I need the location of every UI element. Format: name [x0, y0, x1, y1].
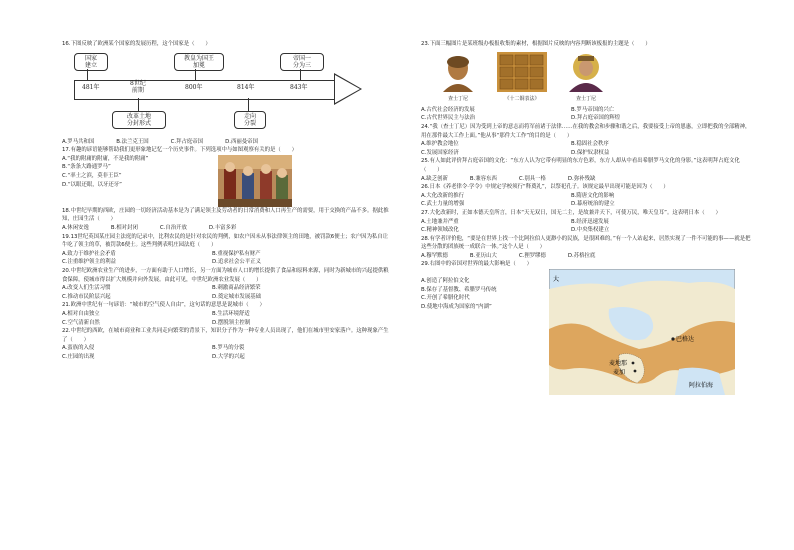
- option[interactable]: C.狸罗缪德: [518, 252, 546, 259]
- option[interactable]: A.创造了阿拉伯文化: [421, 278, 470, 285]
- question-26-stem: 26.日本《养老律令·学令》中规定学校须行“释奠礼”，以祭祀孔子。该规定最早出现可能是因为（ ）: [421, 184, 669, 191]
- option[interactable]: B.“条条大路通罗马”: [62, 164, 111, 171]
- option[interactable]: B.稳固社会秩序: [571, 141, 609, 148]
- timeline-box-founding: 国家 建立: [74, 53, 108, 71]
- question-18-options: [62, 224, 392, 233]
- option[interactable]: C.注重维护领主的利益: [62, 259, 116, 266]
- timeline-date: 800年: [185, 83, 203, 91]
- image-caption: 查士丁尼: [575, 96, 596, 103]
- option[interactable]: A.大化改新的推行: [421, 192, 465, 199]
- question-28-stem: 28.有学者评价他，“要是在世界上找一个比阿拉伯人更渺小的民族，是很困难的。”有一个人站起来，居然实现了一件不可能的事——就是把这些分散的团族统一成联合一体。”这个人是（ ）: [421, 235, 751, 251]
- option[interactable]: A.“我的附庸的附庸，不是我的附庸”: [62, 155, 149, 162]
- option[interactable]: C.精神领域改化: [421, 227, 459, 234]
- option[interactable]: C.空气清新自然: [62, 319, 100, 326]
- question-17-stem: 17.有趣的谚语能够帮助我们更形象地记忆一个历史事件。下列选项中与如图观察有关的是（ ）: [62, 147, 297, 154]
- question-23-images: [433, 52, 751, 104]
- question-21-stem: 21.欧洲中世纪有一句谚语：“城市的空气使人自由”，这句话的意思是说城市（ ）: [62, 302, 265, 309]
- question-21-options: [62, 310, 392, 327]
- option[interactable]: D.丰富多彩: [208, 224, 237, 231]
- option[interactable]: C.开创了希腊化时代: [421, 295, 470, 302]
- question-17-options: [62, 155, 212, 207]
- option[interactable]: B.相对封闭: [110, 224, 138, 231]
- question-22-options: [62, 344, 392, 361]
- option[interactable]: A.休闲安逸: [62, 224, 89, 231]
- question-24-options: [421, 140, 751, 157]
- timeline-date: 481年: [82, 83, 100, 91]
- option[interactable]: A.改变人们生活习惯: [62, 285, 111, 292]
- option[interactable]: B.刺激商品经济繁荣: [212, 285, 261, 292]
- option[interactable]: D.大学的兴起: [212, 353, 245, 360]
- justinian-bust-image: [433, 52, 483, 92]
- option[interactable]: D.使地中海成为国家的“内湖”: [421, 303, 492, 310]
- question-16-options: [62, 138, 392, 147]
- option[interactable]: D.奠定城市发展基础: [212, 293, 261, 300]
- timeline-date: 843年: [290, 83, 308, 91]
- timeline-box-coronation: 教皇为国王 加冕: [174, 53, 224, 71]
- option[interactable]: A.古代社会经济的发展: [421, 106, 475, 113]
- option[interactable]: D.追求社会公平正义: [212, 259, 261, 266]
- question-28-options: [421, 252, 751, 261]
- question-24-stem: 24.“我（查士丁尼）因为受到上帝的意志而将军前诸于法律……在我的教会和步骤和谐之后，我要接受上帝的恩惠，立即把我的全部精神，用在那件最大工作上面。”他从事“那件大工作”的目的是（ ）: [421, 123, 751, 139]
- option[interactable]: B.经济迅速发展: [571, 218, 609, 225]
- question-16-stem: 16.下图反映了欧洲某个国家的发展历程，这个国家是（ ）: [62, 41, 211, 47]
- justinian-mosaic-image: [561, 52, 611, 92]
- option[interactable]: A.致力于维护社会矛盾: [62, 250, 116, 257]
- option[interactable]: B.保存了基督教、希腊罗马传统: [421, 286, 497, 293]
- question-25-options: [421, 175, 751, 184]
- option[interactable]: C.自治开放: [159, 224, 187, 231]
- option[interactable]: A.穆罕默德: [421, 252, 448, 259]
- question-22-stem: 22.中世纪的西欧，在城市商业和工业共同走向繁荣的背景下，知识分子作为一种专业人员出现了，他们在城市里安家落户。这种现象产生了（ ）: [62, 328, 389, 343]
- timeline-date: 8世纪 前期: [130, 79, 146, 94]
- option[interactable]: B.罗马的分裂: [212, 345, 245, 352]
- question-29-stem: 29.右图中的帝国对世界的最大影响是（ ）: [421, 261, 532, 268]
- option[interactable]: C.“率土之滨，莫非王臣”: [62, 172, 122, 179]
- twelve-tables-image: [497, 52, 547, 92]
- option[interactable]: B.隋唐文化的影响: [571, 192, 615, 199]
- option[interactable]: A.缺乏创新: [421, 175, 448, 182]
- option[interactable]: D.西丽曼帝国: [225, 138, 258, 145]
- option[interactable]: D.摆脱领主控制: [212, 319, 251, 326]
- question-19-options: [62, 250, 392, 267]
- image-caption: 查士丁尼: [447, 96, 468, 103]
- option[interactable]: A.罗马共和国: [62, 138, 95, 145]
- right-column: [421, 40, 751, 395]
- left-column: [62, 40, 392, 361]
- option[interactable]: C.别具一格: [518, 175, 546, 182]
- question-27-options: [421, 218, 751, 235]
- question-20-options: [62, 284, 392, 301]
- option[interactable]: C.推动市民阶层兴起: [62, 293, 111, 300]
- question-25-stem: 25.有人如此评价拜占庭帝国的文化：“东方人认为它带有明显的东方色彩，东方人却从中看出希腊罗马文化的身影。”这表明拜占庭文化（ ）: [421, 158, 740, 173]
- homage-ceremony-painting: [218, 155, 292, 207]
- option[interactable]: A.蛮族的入侵: [62, 345, 95, 352]
- option[interactable]: B.法兰克王国: [116, 138, 149, 145]
- option[interactable]: D.保护奴隶权益: [571, 149, 610, 156]
- question-23-stem: 23.下面三幅图片是某班级办板报收集的素材，根据图片反映的内容判断该板报的主题是（ ）: [421, 41, 651, 47]
- image-caption: 《十二铜表法》: [504, 96, 540, 103]
- option[interactable]: C.发展国家经济: [421, 149, 459, 156]
- option[interactable]: C.庄园的出现: [62, 353, 95, 360]
- option[interactable]: D.苏格拉底: [567, 252, 596, 259]
- timeline-date: 814年: [237, 83, 255, 91]
- timeline-diagram: [62, 53, 392, 135]
- question-23-options: [421, 106, 751, 123]
- question-29-options: [421, 269, 549, 395]
- option[interactable]: B.重视保护私有财产: [212, 250, 261, 257]
- option[interactable]: D.幕府统治的建立: [571, 201, 615, 208]
- option[interactable]: D.中央集权建立: [571, 227, 610, 234]
- option[interactable]: B.生活环境舒适: [212, 310, 250, 317]
- option[interactable]: C.拜占庭帝国: [170, 138, 204, 145]
- question-19-stem: 19.13世纪英国某庄园主法庭的记录中，比利农民的是针对农民的判例，如农户因未从事法律领主的田地，被罚款6便士；农户因为私自让牛吃了领主的草，被罚款6便士。这些判例表明庄园法庭（ ）: [62, 233, 389, 249]
- timeline-box-split: 走向 分裂: [234, 111, 266, 129]
- option[interactable]: A.相对自由独立: [62, 310, 100, 317]
- map-label-baghdad: 巴格达: [676, 336, 695, 344]
- question-27-stem: 27.大化改新时，正如本德天皇所言，日本“天无双日，国无二主，是故兼并天下，可使万民，唯天皇耳”。这表明日本（ ）: [421, 209, 721, 216]
- map-label-medina: 麦地那: [609, 360, 628, 368]
- option[interactable]: C.古代世界民主与法治: [421, 115, 475, 122]
- question-20-stem: 20.中世纪欧洲农业生产的进步，一方面有助于人口增长，另一方面为城市人口的增长提供了食品和原料来源，同时为新城市的兴起提供粮食保障，使城市得以扩大规模并向外发展。由此可见，中世纪欧洲农业发展（ ）: [62, 267, 389, 283]
- option[interactable]: D.“以眼还眼，以牙还牙”: [62, 181, 122, 188]
- timeline-box-land-reform: 改革土地 分封形式: [112, 111, 166, 129]
- map-label-top: 大: [553, 276, 560, 284]
- option[interactable]: B.罗马帝国的兴亡: [571, 106, 615, 113]
- map-label-mecca: 麦加: [613, 369, 626, 377]
- question-18-stem: 18.中世纪早期的西欧，庄园的一切经济活动基本是为了满足领主及劳动者的日常消费和人口再生产的需要，用于交换的产品不多。据此推知，庄园生活（ ）: [62, 207, 389, 223]
- option[interactable]: D.拜占庭帝国的辉煌: [571, 115, 620, 122]
- option[interactable]: A.土地兼并严重: [421, 218, 459, 225]
- option[interactable]: A.维护教会地位: [421, 141, 459, 148]
- option[interactable]: B.兼容东西: [469, 175, 497, 182]
- option[interactable]: D.弥补残缺: [567, 175, 596, 182]
- option[interactable]: C.武士力量的增强: [421, 201, 465, 208]
- map-label-arabian-sea: 阿拉伯海: [689, 382, 714, 390]
- arab-empire-map: [549, 269, 735, 395]
- option[interactable]: B.亚历山大: [469, 252, 497, 259]
- question-26-options: [421, 192, 751, 209]
- timeline-box-division: 帝国一 分为三: [280, 53, 324, 71]
